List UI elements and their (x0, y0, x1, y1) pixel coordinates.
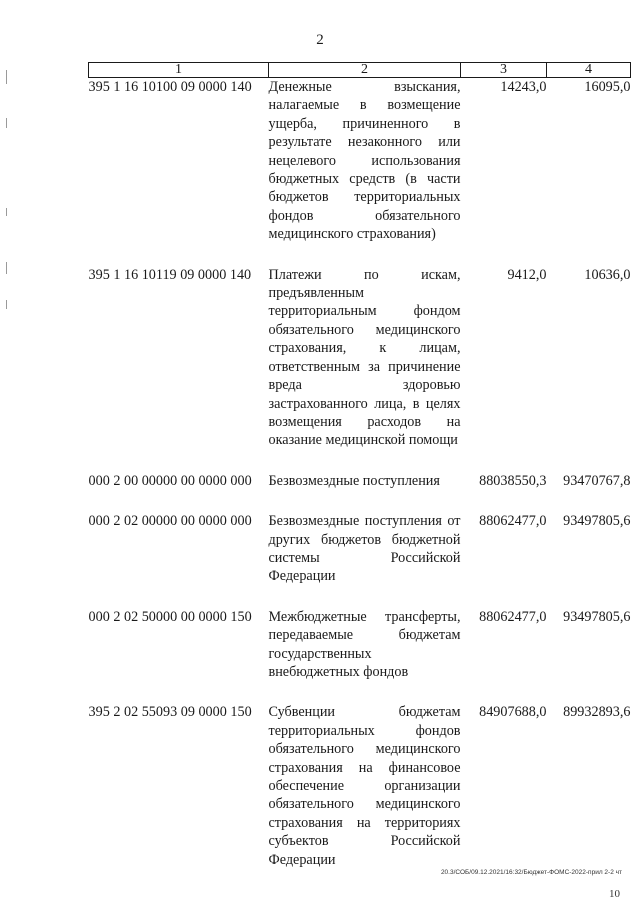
revenue-name: Безвозмездные поступления (268, 472, 440, 489)
document-stamp: 20.3/СОБ/09.12.2021/16:32/Бюджет-ФОМС-2022-прил 2-2 чт (440, 869, 622, 876)
table-row (89, 608, 631, 682)
header-col-2: 2 (269, 63, 461, 78)
amount-col-4: 93497805,6 (563, 608, 631, 625)
amount-col-3: 88038550,3 (479, 472, 547, 489)
revenue-name: Межбюджетные трансферты, передаваемые бюджетам государственных внебюджетных фондов (268, 608, 461, 680)
table-row (89, 703, 631, 869)
header-col-4: 4 (547, 63, 631, 78)
revenue-name: Безвозмездные поступления от других бюджетов бюджетной системы Российской Федерации (268, 513, 461, 585)
budget-code: 000 2 00 00000 00 0000 000 (88, 472, 252, 489)
table-row (89, 266, 631, 450)
budget-code: 395 1 16 10119 09 0000 140 (88, 266, 252, 283)
amount-col-3: 88062477,0 (479, 513, 547, 530)
budget-code: 395 1 16 10100 09 0000 140 (88, 79, 252, 95)
revenue-name: Денежные взыскания, налагаемые в возмещение ущерба, причиненного в результате незаконного или нецелевого использования бюджетных средств (в части бюджетов территориальных фондов обязательного медицинского страхования) (268, 79, 461, 243)
corner-page-mark: 10 (609, 888, 620, 900)
scan-edge-mark (6, 70, 7, 84)
row-spacer (89, 450, 631, 472)
row-spacer (89, 681, 631, 703)
scan-edge-mark (6, 208, 7, 216)
revenue-name: Платежи по искам, предъявленным территориальным фондом обязательного медицинского страхования, к лицам, ответственным за причинение вреда здоровью застрахованного лица, в целях возмещения расходов на оказание медицинской помощи (268, 266, 461, 449)
budget-code: 000 2 02 00000 00 0000 000 (88, 513, 252, 530)
amount-col-4: 93497805,6 (563, 513, 631, 530)
table-row (89, 78, 631, 244)
row-spacer (89, 490, 631, 512)
scan-edge-mark (6, 262, 7, 274)
header-col-1: 1 (89, 63, 269, 78)
budget-code: 395 2 02 55093 09 0000 150 (88, 704, 252, 721)
page-number: 2 (316, 32, 324, 48)
budget-table (88, 62, 631, 869)
amount-col-4: 16095,0 (584, 79, 631, 95)
budget-code: 000 2 02 50000 00 0000 150 (88, 608, 252, 625)
header-col-3: 3 (461, 63, 547, 78)
table-header-row (89, 63, 631, 78)
amount-col-4: 93470767,8 (563, 472, 631, 489)
amount-col-3: 88062477,0 (479, 608, 547, 625)
row-spacer (89, 244, 631, 266)
amount-col-3: 84907688,0 (479, 704, 547, 721)
row-spacer (89, 586, 631, 608)
scan-edge-mark (6, 118, 7, 128)
table-row (89, 472, 631, 490)
amount-col-3: 14243,0 (500, 79, 547, 95)
revenue-name: Субвенции бюджетам территориальных фондов обязательного медицинского страхования на финансовое обеспечение организации обязательного медицинского страхования на территориях субъектов Российской Федерации (268, 704, 461, 868)
amount-col-3: 9412,0 (507, 266, 547, 283)
table-row (89, 512, 631, 586)
amount-col-4: 89932893,6 (563, 704, 631, 721)
amount-col-4: 10636,0 (584, 266, 631, 283)
scan-edge-mark (6, 300, 7, 309)
